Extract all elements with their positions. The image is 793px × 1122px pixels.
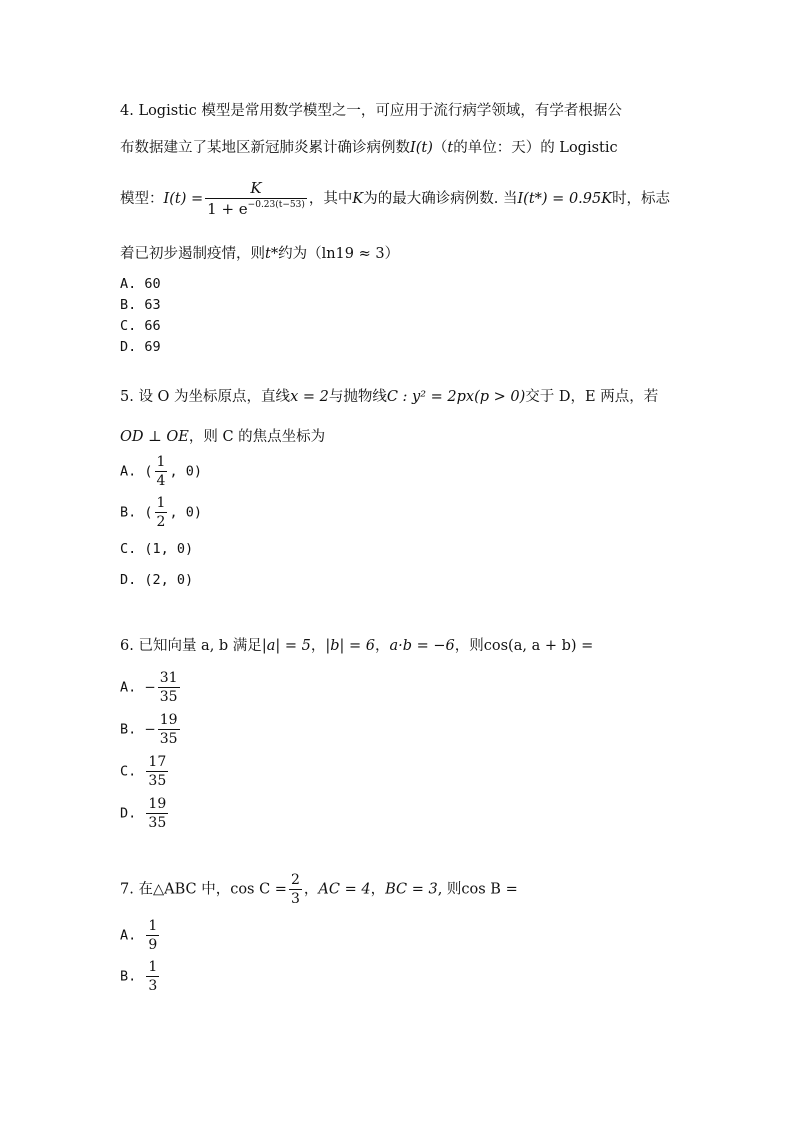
q7-option-b[interactable]: [120, 960, 161, 993]
q4-formula-num: K: [250, 179, 262, 197]
q7-opt-a-den: 9: [148, 937, 158, 953]
q5-opt-a-label: A. (: [120, 463, 153, 480]
q4-tstar: t*: [265, 246, 279, 262]
q7-bc: BC = 3: [385, 881, 438, 898]
q7-opt-b-den: 3: [148, 978, 158, 994]
q7-ac: AC = 4: [318, 881, 371, 898]
q6-option-d[interactable]: [120, 797, 170, 830]
q6-line-1: [120, 637, 593, 655]
q7-cos-c: cos C =: [230, 881, 287, 898]
q4-k-var: K: [352, 191, 364, 207]
q5-line-1: [120, 388, 658, 406]
q5-text-2: ，则 C 的焦点坐标为: [188, 429, 326, 445]
q4-text-3b: ，其中: [308, 191, 353, 207]
q4-line-3: [120, 181, 670, 217]
q4-option-b[interactable]: B. 63: [120, 297, 161, 313]
q6-opt-b-num: 19: [159, 712, 178, 728]
q4-line-1: [120, 102, 622, 120]
q6-opt-d-fraction: [146, 797, 168, 830]
q6-target: cos(a, a + b) =: [483, 638, 594, 654]
q6-text-a: 6. 已知向量 a, b 满足: [120, 638, 262, 654]
q4-text-3d: 时，标志: [612, 191, 671, 207]
q6-opt-d-den: 35: [148, 815, 167, 831]
q7-line-1: [120, 873, 518, 906]
q6-opt-a-fraction: [158, 671, 180, 704]
q5-option-c[interactable]: C. (1, 0): [120, 541, 194, 557]
q5-opt-b-tail: , 0): [169, 504, 202, 521]
q5-opt-b-fraction: [155, 496, 168, 529]
q5-opt-a-den: 4: [156, 473, 166, 489]
q4-text-4b: 约为（ln19 ≈ 3）: [278, 246, 400, 262]
q5-option-b[interactable]: [120, 496, 202, 529]
q6-option-c[interactable]: [120, 755, 170, 788]
q6-abs-b: |b| = 6: [325, 638, 375, 654]
q7-option-a[interactable]: [120, 919, 161, 952]
q4-text-3c: 为的最大确诊病例数. 当: [363, 191, 518, 207]
q7-target: cos B =: [461, 881, 518, 898]
q7-text-a: 7. 在△ABC 中，: [120, 881, 231, 898]
q7-opt-a-fraction: [146, 919, 159, 952]
q5-line-eq: x = 2: [290, 389, 329, 405]
q4-option-a[interactable]: A. 60: [120, 276, 161, 292]
q6-opt-a-sign: −: [144, 679, 156, 696]
q4-logistic-fraction: [205, 181, 307, 217]
q6-option-b[interactable]: [120, 713, 182, 746]
q6-opt-a-label: A.: [120, 679, 137, 696]
q6-opt-b-fraction: [158, 713, 180, 746]
q4-line-4: [120, 245, 399, 263]
q5-text-1a: 5. 设 O 为坐标原点，直线: [120, 389, 291, 405]
q5-perp: OD ⊥ OE: [120, 429, 189, 445]
q5-parabola: C : y² = 2px(p > 0): [386, 389, 526, 405]
q5-opt-b-label: B. (: [120, 504, 153, 521]
q4-text-2c: 的单位：天）的 Logistic: [453, 140, 618, 156]
q5-option-a[interactable]: [120, 455, 202, 488]
q7-cos-den: 3: [290, 891, 300, 907]
q4-t-var: t: [447, 140, 454, 156]
q7-text-b: , 则: [437, 881, 462, 898]
q5-line-2: [120, 428, 325, 446]
q6-opt-a-num: 31: [159, 670, 178, 686]
q7-cos-num: 2: [290, 872, 300, 888]
q5-opt-a-fraction: [155, 455, 168, 488]
q7-opt-b-num: 1: [148, 959, 158, 975]
q6-opt-c-num: 17: [148, 754, 167, 770]
q4-formula-den: 1 + e: [207, 200, 248, 218]
q6-opt-c-fraction: [146, 755, 168, 788]
q4-func-i: I(t): [410, 140, 433, 156]
q6-opt-b-sign: −: [144, 721, 156, 738]
q4-text-4a: 着已初步遏制疫情，则: [120, 246, 265, 262]
q6-text-b: ，则: [454, 638, 484, 654]
q6-sep-2: ，: [374, 638, 390, 654]
q7-opt-b-fraction: [146, 960, 159, 993]
q7-opt-b-label: B.: [120, 968, 137, 985]
q4-condition: I(t*) = 0.95K: [517, 191, 613, 207]
q7-opt-a-label: A.: [120, 927, 137, 944]
q4-text-2b: （: [432, 140, 448, 156]
q4-text-3a: 模型：: [120, 191, 164, 207]
q6-option-a[interactable]: [120, 671, 182, 704]
q4-text-2a: 布数据建立了某地区新冠肺炎累计确诊病例数: [120, 140, 410, 156]
q4-option-d[interactable]: D. 69: [120, 339, 161, 355]
q5-opt-a-num: 1: [156, 454, 166, 470]
q6-abs-a: |a| = 5: [261, 638, 311, 654]
q5-opt-b-num: 1: [156, 495, 166, 511]
q7-opt-a-num: 1: [148, 918, 158, 934]
q5-text-1b: 与抛物线: [328, 389, 387, 405]
q5-opt-b-den: 2: [156, 514, 166, 530]
q5-opt-a-tail: , 0): [169, 463, 202, 480]
q4-formula-lhs: I(t) =: [163, 191, 204, 207]
q6-opt-b-label: B.: [120, 721, 137, 738]
q6-opt-c-label: C.: [120, 763, 137, 780]
q6-dot-product: a·b = −6: [389, 638, 455, 654]
q6-opt-a-den: 35: [159, 689, 178, 705]
q5-text-1c: 交于 D，E 两点，若: [525, 389, 659, 405]
q5-option-d[interactable]: D. (2, 0): [120, 572, 194, 588]
q6-opt-d-num: 19: [148, 796, 167, 812]
q4-line-2: [120, 139, 618, 157]
q6-opt-d-label: D.: [120, 805, 137, 822]
q7-cos-fraction: [289, 873, 302, 906]
q7-sep-2: ，: [370, 881, 386, 898]
q6-sep-1: ，: [310, 638, 326, 654]
q7-sep-1: ，: [303, 881, 319, 898]
q6-opt-c-den: 35: [148, 773, 167, 789]
q4-text-1: 4. Logistic 模型是常用数学模型之一，可应用于流行病学领域，有学者根据公: [120, 103, 622, 119]
q4-formula-exp: −0.23(t−53): [247, 200, 305, 210]
q6-opt-b-den: 35: [159, 731, 178, 747]
q4-option-c[interactable]: C. 66: [120, 318, 161, 334]
